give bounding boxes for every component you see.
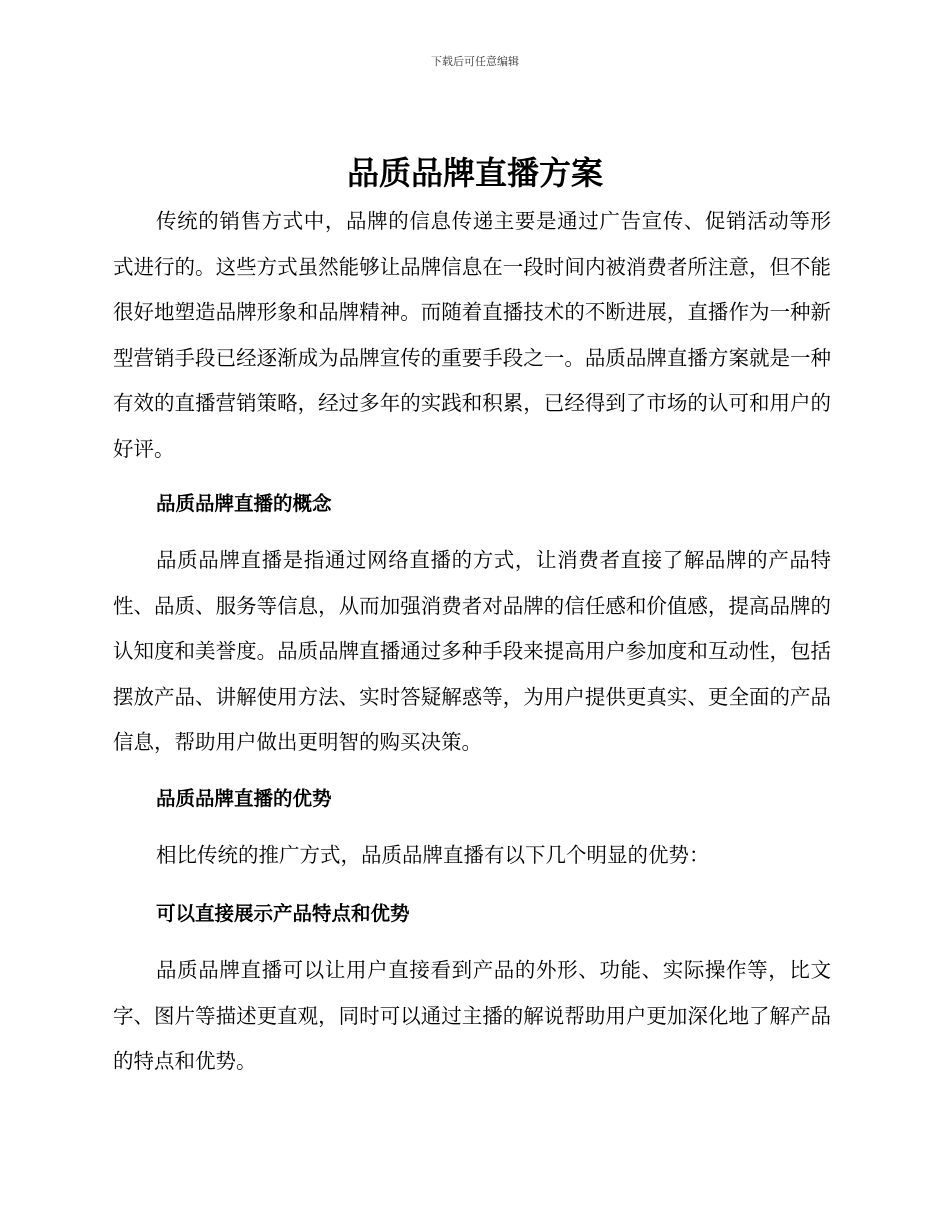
section-paragraph-advantages: 相比传统的推广方式，品质品牌直播有以下几个明显的优势： — [156, 843, 710, 867]
section-heading-showcase: 可以直接展示产品特点和优势 — [156, 902, 410, 925]
section-paragraph-showcase: 品质品牌直播可以让用户直接看到产品的外形、功能、实际操作等，比文字、图片等描述更直观，同时可以通过主播的解说帮助用户更加深化地了解产品的特点和优势。 — [113, 958, 831, 1073]
section-heading-advantages: 品质品牌直播的优势 — [156, 787, 332, 810]
page-header-note: 下载后可任意编辑 — [431, 55, 519, 68]
intro-paragraph: 传统的销售方式中，品牌的信息传递主要是通过广告宣传、促销活动等形式进行的。这些方式虽然能够让品牌信息在一段时间内被消费者所注意，但不能很好地塑造品牌形象和品牌精神。而随着直播技术的不断进展，直播作为一种新型营销手段已经逐渐成为品牌宣传的重要手段之一。品质品牌直播方案就是一种有效的直播营销策略，经过多年的实践和积累，已经得到了市场的认可和用户的好评。 — [113, 209, 831, 461]
section-heading-concept: 品质品牌直播的概念 — [156, 492, 332, 515]
section-paragraph-concept: 品质品牌直播是指通过网络直播的方式，让消费者直接了解品牌的产品特性、品质、服务等信息，从而加强消费者对品牌的信任感和价值感，提高品牌的认知度和美誉度。品质品牌直播通过多种手段来提高用户参加度和互动性，包括摆放产品、讲解使用方法、实时答疑解惑等，为用户提供更真实、更全面的产品信息，帮助用户做出更明智的购买决策。 — [113, 548, 831, 754]
document-title: 品质品牌直播方案 — [346, 154, 603, 192]
